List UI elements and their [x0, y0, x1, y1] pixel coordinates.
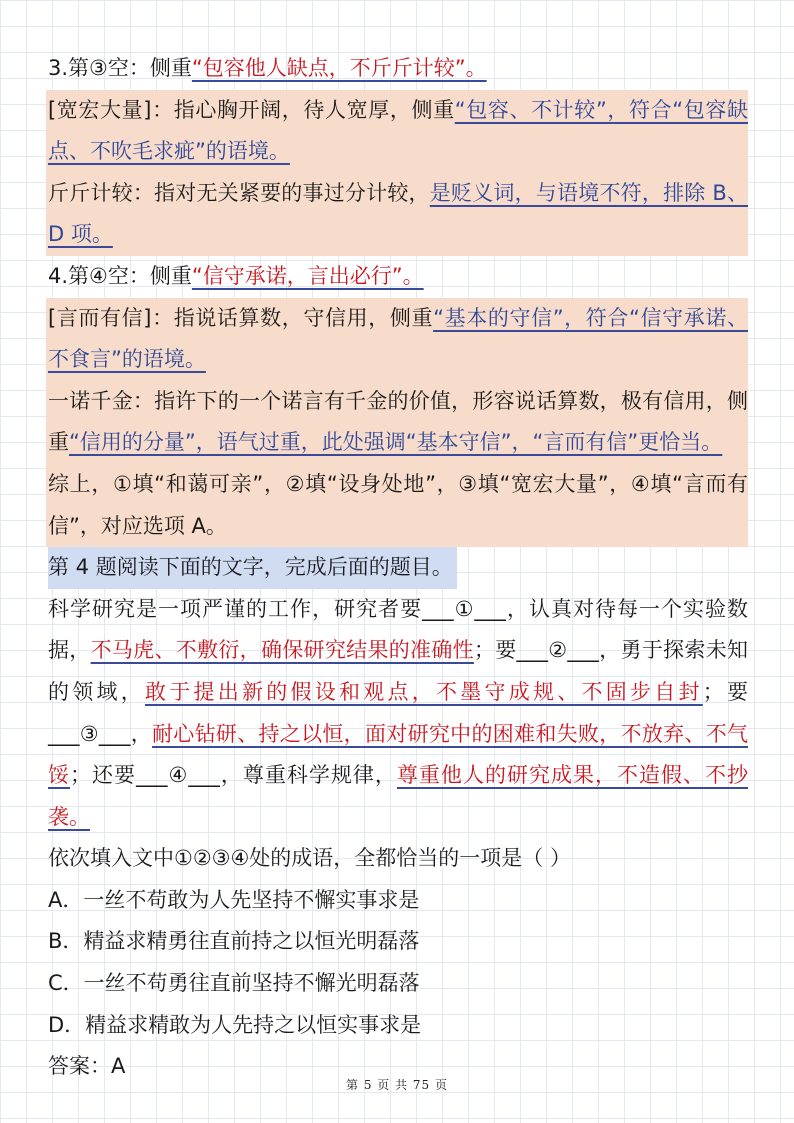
jinjin-paragraph — [48, 173, 748, 256]
page-content — [48, 48, 748, 1088]
option-a: A．一丝不苟敢为人先坚持不懈实事求是 — [48, 887, 420, 912]
yinuo-note: “信用的分量”，语气过重，此处强调“基本守信”，“言而有信”更恰当。 — [69, 430, 723, 455]
q3-heading — [48, 48, 748, 90]
page-number: 第 5 页 共 75 页 — [346, 1078, 448, 1092]
passage-part-2: ；要___②___，勇于探索未知的领域， — [48, 638, 749, 704]
jinjin-note: 是贬义词，与语境不符，排除 B、D 项。 — [48, 180, 748, 247]
question-title — [48, 547, 748, 589]
yaner-note: “基本的守信”，符合“信守承诺、不食言”的语境。 — [48, 305, 748, 372]
question-prompt: 依次填入文中①②③④处的成语，全都恰当的一项是（ ） — [48, 846, 571, 871]
analysis-block-2 — [46, 298, 748, 548]
passage-highlight-1: 不马虎、不敷衍，确保研究结果的准确性 — [90, 638, 474, 663]
question-passage — [48, 589, 748, 839]
q4-focus-text: “信守承诺，言出必行”。 — [191, 263, 424, 288]
yinuo-paragraph — [48, 381, 748, 464]
q3-focus-text: “包容他人缺点，不斤斤计较”。 — [191, 56, 487, 80]
jinjin-definition: 斤斤计较：指对无关紧要的事过分计较， — [48, 180, 430, 205]
q4-head-text: 4.第④空：侧重 — [48, 263, 192, 288]
passage-part-3: ；要___③___， — [48, 679, 748, 746]
answer: 答案：A — [48, 1054, 126, 1079]
yaner-definition: [言而有信]：指说话算数，守信用，侧重 — [48, 305, 434, 330]
kuanhong-note: “包容、不计较”，符合“包容缺点、不吹毛求疵”的语境。 — [48, 97, 748, 164]
kuanhong-definition: [宽宏大量]：指心胸开阔，待人宽厚，侧重 — [48, 97, 455, 122]
passage-highlight-3: 耐心钻研、持之以恒，面对研究中的困难和失败，不放弃、不气馁 — [48, 721, 749, 788]
passage-part-1: 科学研究是一项严谨的工作，研究者要___①___，认真对待每一个实验数据， — [48, 596, 748, 663]
yinuo-definition: 一诺千金：指许下的一个诺言有千金的价值，形容说话算数，极有信用，侧重 — [48, 388, 748, 455]
option-b: B．精益求精勇往直前持之以恒光明磊落 — [48, 929, 420, 954]
q3-head-text: 3.第③空：侧重 — [48, 56, 192, 80]
passage-part-4: ；还要___④___，尊重科学规律， — [70, 763, 397, 788]
option-c: C．一丝不苟勇往直前坚持不懈光明磊落 — [48, 971, 420, 996]
passage-highlight-4: 尊重他人的研究成果，不造假、不抄袭。 — [48, 763, 749, 829]
analysis-block-1 — [46, 90, 748, 256]
q4-heading — [48, 256, 748, 298]
summary-paragraph: 综上，①填“和蔼可亲”，②填“设身处地”，③填“宽宏大量”，④填“言而有信”，对应选项 A。 — [48, 471, 748, 538]
kuanhong-paragraph — [48, 90, 748, 173]
option-d: D．精益求精敢为人先持之以恒实事求是 — [48, 1012, 422, 1037]
yaner-paragraph — [48, 298, 748, 381]
passage-highlight-2: 敢于提出新的假设和观点，不墨守成规、不固步自封 — [145, 679, 703, 704]
question-title-text: 第 4 题阅读下面的文字，完成后面的题目。 — [48, 547, 457, 589]
